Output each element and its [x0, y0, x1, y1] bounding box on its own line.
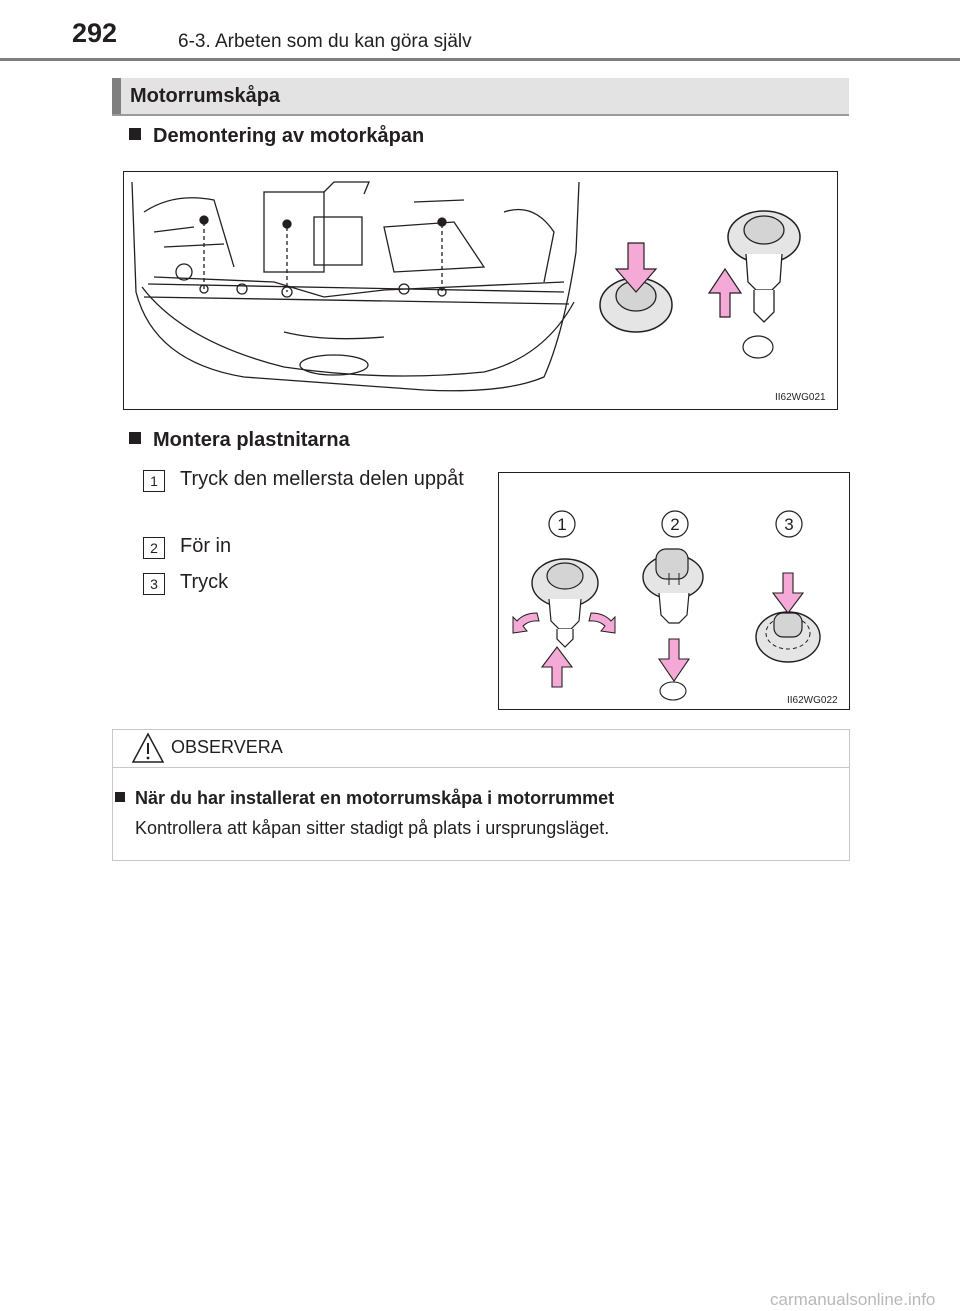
clip-step-2-icon: [643, 549, 703, 700]
clip-installation-illustration: [499, 473, 849, 709]
figure-code: II62WG021: [775, 392, 826, 403]
figure-code: II62WG022: [787, 695, 838, 706]
step-number: 3: [143, 573, 165, 595]
notice-heading-text: När du har installerat en motorrumskåpa i motorrummet: [135, 788, 615, 808]
watermark: carmanualsonline.info: [770, 1290, 936, 1309]
clip-pressed-icon: [600, 243, 672, 332]
section-title-bar: [112, 78, 849, 116]
engine-bay-illustration: [124, 172, 837, 409]
notice-text: Kontrollera att kåpan sitter stadigt på plats i ursprungsläget.: [135, 818, 610, 838]
clip-step-3-icon: [756, 573, 820, 662]
notice-heading: [115, 788, 614, 809]
running-header: 6-3. Arbeten som du kan göra själv: [178, 31, 472, 52]
section-title: Motorrumskåpa: [130, 85, 281, 107]
removal-heading: [129, 125, 424, 148]
clip-step-1-icon: [513, 559, 615, 687]
step-item: [143, 569, 479, 596]
step-text: För in: [180, 535, 232, 557]
clip-raised-icon: [709, 211, 800, 358]
step-text: Tryck: [180, 571, 229, 593]
step-item: [143, 466, 479, 493]
step-number: 2: [143, 537, 165, 559]
header-rule: [0, 58, 960, 61]
installation-heading-text: Montera plastnitarna: [153, 429, 350, 451]
bullet-square-icon: [115, 792, 125, 802]
figure-step-number: 3: [784, 515, 794, 534]
page-number: 292: [72, 18, 118, 48]
notice-header: [113, 730, 849, 768]
notice-label: OBSERVERA: [171, 737, 283, 757]
removal-heading-text: Demontering av motorkåpan: [153, 125, 425, 147]
figure-step-number: 1: [557, 515, 567, 534]
notice-box: [112, 729, 850, 861]
figure-step-number: 2: [670, 515, 680, 534]
engine-cover-removal-figure: [123, 171, 838, 410]
installation-heading: [129, 429, 350, 452]
clip-installation-figure: [498, 472, 850, 710]
step-item: [143, 533, 479, 560]
section-tab: [112, 78, 121, 114]
warning-icon: [131, 732, 165, 764]
bullet-square-icon: [129, 128, 141, 140]
bullet-square-icon: [129, 432, 141, 444]
step-text: Tryck den mellersta delen uppåt: [180, 468, 464, 490]
step-number: 1: [143, 470, 165, 492]
